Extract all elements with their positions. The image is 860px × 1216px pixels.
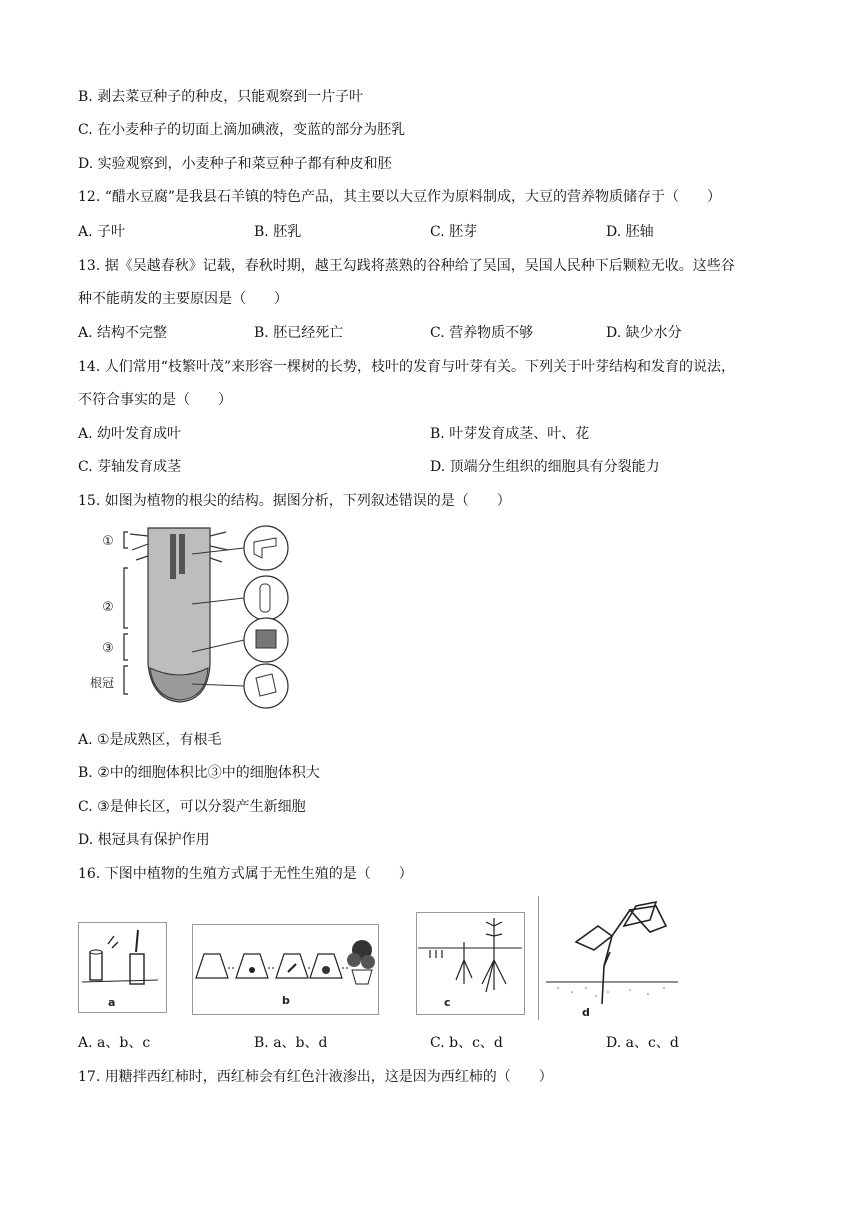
label-zone-1: ① xyxy=(102,534,114,549)
label-c: c xyxy=(444,996,451,1009)
figure-c-cutting xyxy=(416,912,526,1016)
q16-option-b: B. a、b、d xyxy=(254,1035,328,1051)
q12-option-b: B. 胚乳 xyxy=(254,224,302,240)
label-zone-3: ③ xyxy=(102,641,114,656)
label-a: a xyxy=(108,996,116,1009)
q16-option-a: A. a、b、c xyxy=(78,1035,151,1051)
q13-stem-line2: 种不能萌发的主要原因是（ ） xyxy=(78,291,288,307)
q15-option-b: B. ②中的细胞体积比③中的细胞体积大 xyxy=(78,765,320,781)
q14-option-d: D. 顶端分生组织的细胞具有分裂能力 xyxy=(430,459,660,475)
q11-option-c: C. 在小麦种子的切面上滴加碘液，变蓝的部分为胚乳 xyxy=(78,122,406,138)
q15-stem: 15. 如图为植物的根尖的结构。据图分析，下列叙述错误的是（ ） xyxy=(78,493,511,509)
q14-option-b: B. 叶芽发育成茎、叶、花 xyxy=(430,426,590,442)
label-root-cap: 根冠 xyxy=(89,676,115,690)
q14-option-a: A. 幼叶发育成叶 xyxy=(78,426,182,442)
figure-d-layering xyxy=(538,896,686,1020)
q15-option-d: D. 根冠具有保护作用 xyxy=(78,832,210,848)
label-zone-2: ② xyxy=(102,600,114,615)
q12-option-d: D. 胚轴 xyxy=(606,224,654,240)
q14-stem-line1: 14. 人们常用“枝繁叶茂”来形容一棵树的长势，枝叶的发育与叶芽有关。下列关于叶芽结构和发育的说法， xyxy=(78,359,736,375)
root-tip-figure xyxy=(80,524,295,710)
figure-b-tissue-culture xyxy=(192,924,380,1016)
label-b: b xyxy=(282,994,290,1007)
q16-stem: 16. 下图中植物的生殖方式属于无性生殖的是（ ） xyxy=(78,866,413,882)
q12-option-c: C. 胚芽 xyxy=(430,224,478,240)
q13-stem-line1: 13. 据《吴越春秋》记载，春秋时期，越王勾践将蒸熟的谷种给了吴国，吴国人民种下后颗粒无收。这些谷 xyxy=(78,258,735,274)
q12-option-a: A. 子叶 xyxy=(78,224,126,240)
q15-option-c: C. ③是伸长区，可以分裂产生新细胞 xyxy=(78,799,306,815)
q16-option-c: C. b、c、d xyxy=(430,1035,503,1051)
label-d: d xyxy=(582,1006,590,1019)
q13-option-a: A. 结构不完整 xyxy=(78,325,168,341)
figure-a-grafting xyxy=(78,922,168,1014)
q11-option-b: B. 剥去菜豆种子的种皮，只能观察到一片子叶 xyxy=(78,89,364,105)
q13-option-b: B. 胚已经死亡 xyxy=(254,325,344,341)
q11-option-d: D. 实验观察到，小麦种子和菜豆种子都有种皮和胚 xyxy=(78,156,392,172)
q16-option-d: D. a、c、d xyxy=(606,1035,679,1051)
q15-option-a: A. ①是成熟区，有根毛 xyxy=(78,732,222,748)
q13-option-c: C. 营养物质不够 xyxy=(430,325,534,341)
q12-stem: 12. “醋水豆腐”是我县石羊镇的特色产品，其主要以大豆作为原料制成，大豆的营养物质储存于（ ） xyxy=(78,189,722,205)
q14-option-c: C. 芽轴发育成茎 xyxy=(78,459,182,475)
q17-stem: 17. 用糖拌西红柿时，西红柿会有红色汁液渗出，这是因为西红柿的（ ） xyxy=(78,1069,553,1085)
q13-option-d: D. 缺少水分 xyxy=(606,325,682,341)
q14-stem-line2: 不符合事实的是（ ） xyxy=(78,392,232,408)
